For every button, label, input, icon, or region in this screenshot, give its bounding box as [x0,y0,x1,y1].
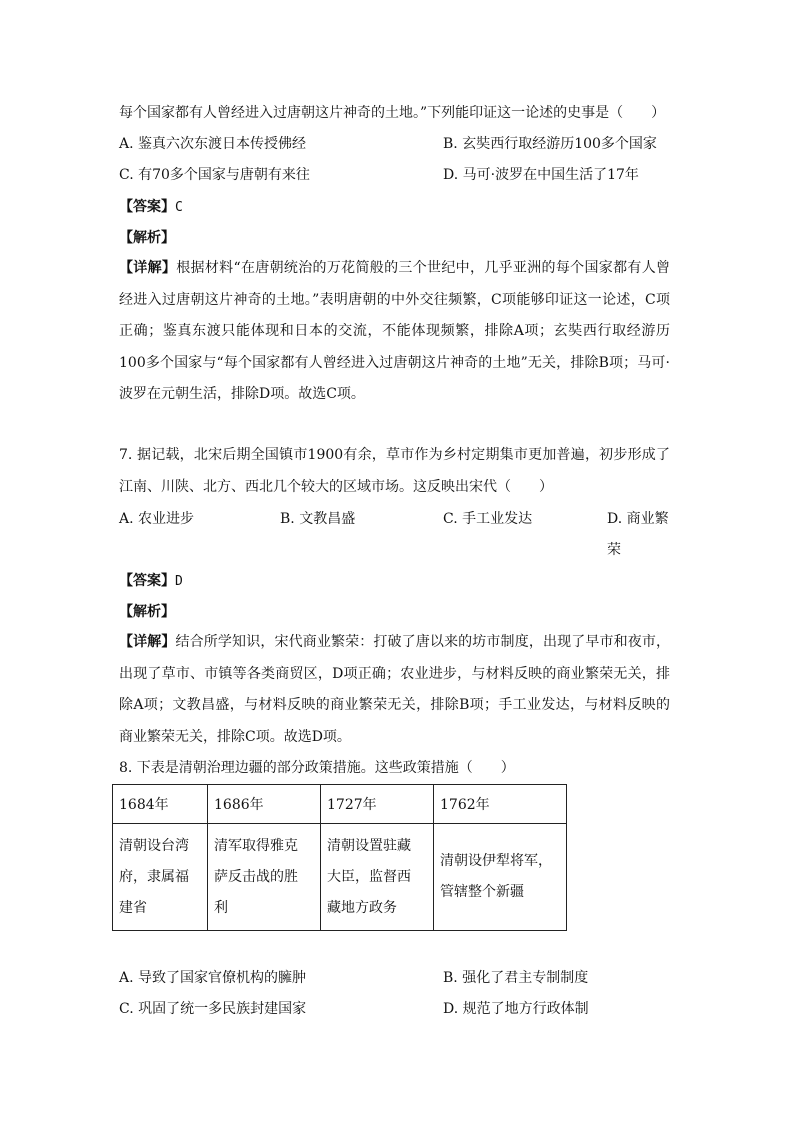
q6-option-b[interactable]: B. 玄奘西行取经游历100多个国家 [443,136,657,152]
table-event-text: 清军取得雅克萨反击战的胜利 [214,837,298,916]
q6-answer-label: 【答案】 [119,199,175,215]
q7-answer-value: D [175,574,183,589]
q8-option-c[interactable]: C. 巩固了统一多民族封建国家 [119,1001,307,1017]
q7-detail [119,627,670,753]
table-row [113,785,567,824]
table-event-text: 清朝设台湾府，隶属福建省 [119,837,189,916]
q6-detail [119,253,670,411]
q7-answer-label: 【答案】 [119,573,175,589]
q7-option-b[interactable]: B. 文教昌盛 [280,511,356,527]
table-year-cell: 1686年 [208,785,321,824]
q6-analysis-label: 【解析】 [119,230,175,246]
table-event-cell [208,824,321,931]
q6-answer-value: C [175,200,183,215]
q7-detail-text: 结合所学知识，宋代商业繁荣：打破了唐以来的坊市制度，出现了早市和夜市，出现了草市、市镇等各类商贸区，D项正确；农业进步，与材料反映的商业繁荣无关，排除A项；文教昌盛，与材料反映的商业繁荣无关，排除B项；手工业发达，与材料反映的商业繁荣无关，排除C项。故选D项。 [119,634,671,745]
q8-option-b[interactable]: B. 强化了君主专制制度 [443,970,589,986]
q7-answer [119,571,183,592]
q7-option-c[interactable]: C. 手工业发达 [443,511,533,527]
q6-detail-label: 【详解】 [119,260,177,276]
q8-option-a[interactable]: A. 导致了国家官僚机构的臃肿 [119,970,307,986]
q7-analysis-label: 【解析】 [119,604,175,620]
q6-answer [119,197,183,218]
table-row [113,824,567,931]
table-event-text: 清朝设伊犁将军，管辖整个新疆 [440,853,552,900]
table-event-cell [434,824,567,931]
q7-stem: 7. 据记载，北宋后期全国镇市1900有余，草市作为乡村定期集市更加普遍，初步形成了江南、川陕、北方、西北几个较大的区域市场。这反映出宋代（ ） [119,447,670,495]
q8-policy-table [112,784,567,931]
q7-option-a[interactable]: A. 农业进步 [119,511,195,527]
table-year-cell: 1727年 [321,785,434,824]
table-event-text: 清朝设置驻藏大臣，监督西藏地方政务 [327,837,411,916]
table-year-cell: 1684年 [113,785,208,824]
q7-detail-label: 【详解】 [119,634,176,650]
q6-option-c[interactable]: C. 有70多个国家与唐朝有来往 [119,167,310,183]
q7-option-d[interactable]: D. 商业繁荣 [607,511,669,558]
q6-option-d[interactable]: D. 马可·波罗在中国生活了17年 [443,167,639,183]
q8-option-d[interactable]: D. 规范了地方行政体制 [443,1001,589,1017]
table-event-cell [321,824,434,931]
q6-stem-tail: 每个国家都有人曾经进入过唐朝这片神奇的土地。”下列能印证这一论述的史事是（ ） [119,105,666,121]
q8-stem: 8. 下表是清朝治理边疆的部分政策措施。这些政策措施（ ） [119,760,515,776]
q6-option-a[interactable]: A. 鉴真六次东渡日本传授佛经 [119,136,307,152]
q6-detail-text: 根据材料“在唐朝统治的万花简般的三个世纪中，几乎亚洲的每个国家都有人曾经进入过唐朝这片神奇的土地。”表明唐朝的中外交往频繁，C项能够印证这一论述，C项正确；鉴真东渡只能体现和日本的交流，不能体现频繁，排除A项；玄奘西行取经游历100多个国家与“每个国家都有人曾经进入过唐朝这片神奇的土地”无关，排除B项；马可·波罗在元朝生活，排除D项。故选C项。 [119,260,671,402]
table-event-cell [113,824,208,931]
table-year-cell: 1762年 [434,785,567,824]
